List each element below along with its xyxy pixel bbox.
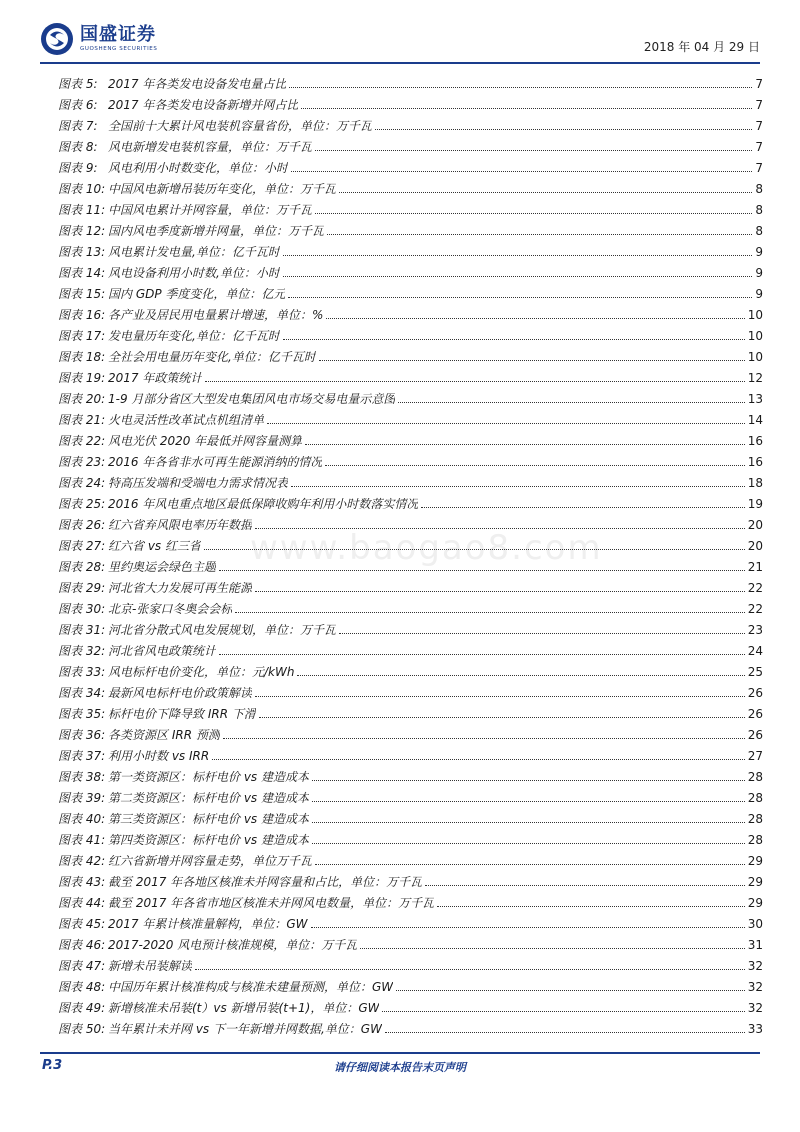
toc-entry-title: 新增未吊装解读 [108, 959, 193, 973]
toc-entry-label: 图表 26: [58, 518, 106, 532]
toc-entry[interactable] [58, 259, 763, 280]
toc-entry-page: 27 [747, 749, 763, 763]
toc-entry[interactable] [58, 91, 763, 112]
toc-leader-dots [398, 402, 744, 403]
toc-leader-dots [288, 297, 752, 298]
toc-entry[interactable] [58, 112, 763, 133]
toc-entry[interactable] [58, 553, 763, 574]
toc-entry[interactable] [58, 910, 763, 931]
toc-leader-dots [315, 864, 745, 865]
toc-entry-page: 21 [747, 560, 763, 574]
toc-entry-label: 图表 14: [58, 266, 106, 280]
toc-entry-label: 图表 22: [58, 434, 106, 448]
toc-entry-page: 26 [747, 686, 763, 700]
toc-leader-dots [297, 675, 744, 676]
toc-entry-title: 各类资源区 IRR 预测 [108, 728, 220, 742]
toc-entry-page: 23 [747, 623, 763, 637]
toc-leader-dots [259, 717, 745, 718]
toc-entry-page: 30 [747, 917, 763, 931]
toc-entry-title: 风电利用小时数变化，单位：小时 [108, 161, 289, 175]
watermark: www.baogao8.com [250, 528, 603, 568]
toc-leader-dots [421, 507, 744, 508]
toc-entry-title: 风电光伏 2020 年最低并网容量测算 [108, 434, 303, 448]
toc-entry[interactable] [58, 469, 763, 490]
toc-entry-title: 国内 GDP 季度变化，单位：亿元 [108, 287, 286, 301]
toc-entry[interactable] [58, 658, 763, 679]
toc-entry-label: 图表 5: [58, 77, 98, 91]
toc-entry-page: 25 [747, 665, 763, 679]
toc-entry-page: 8 [755, 203, 763, 217]
toc-entry-title: 中国风电新增吊装历年变化，单位：万千瓦 [108, 182, 337, 196]
toc-entry-page: 29 [747, 854, 763, 868]
toc-entry-page: 7 [755, 161, 763, 175]
toc-entry-label: 图表 32: [58, 644, 106, 658]
toc-entry-label: 图表 38: [58, 770, 106, 784]
toc-entry[interactable] [58, 448, 763, 469]
toc-entry-label: 图表 21: [58, 413, 106, 427]
toc-entry[interactable] [58, 322, 763, 343]
toc-entry-label: 图表 6: [58, 98, 98, 112]
toc-entry-label: 图表 24: [58, 476, 106, 490]
toc-entry-label: 图表 36: [58, 728, 106, 742]
toc-entry-title: 全社会用电量历年变化,单位：亿千瓦时 [108, 350, 316, 364]
toc-entry-page: 31 [747, 938, 763, 952]
toc-entry-title: 中国风电累计并网容量，单位：万千瓦 [108, 203, 313, 217]
toc-entry[interactable] [58, 595, 763, 616]
toc-entry-page: 7 [755, 119, 763, 133]
toc-entry-label: 图表 11: [58, 203, 106, 217]
toc-leader-dots [255, 591, 745, 592]
toc-entry-label: 图表 42: [58, 854, 106, 868]
toc-entry-title: 标杆电价下降导致 IRR 下滑 [108, 707, 256, 721]
toc-leader-dots [312, 801, 745, 802]
toc-entry-label: 图表 29: [58, 581, 106, 595]
toc-entry-label: 图表 50: [58, 1022, 106, 1036]
toc-entry-title: 第一类资源区：标杆电价 vs 建造成本 [108, 770, 309, 784]
toc-entry[interactable] [58, 994, 763, 1015]
toc-entry-title: 2017 年各类发电设备新增并网占比 [108, 98, 299, 112]
toc-entry-label: 图表 34: [58, 686, 106, 700]
toc-leader-dots [312, 843, 745, 844]
toc-entry[interactable] [58, 511, 763, 532]
toc-entry-title: 第二类资源区：标杆电价 vs 建造成本 [108, 791, 309, 805]
toc-entry[interactable] [58, 175, 763, 196]
toc-entry-title: 1-9 月部分省区大型发电集团风电市场交易电量示意图 [108, 392, 396, 406]
toc-entry[interactable] [58, 133, 763, 154]
toc-leader-dots [219, 570, 745, 571]
toc-entry-page: 8 [755, 224, 763, 238]
toc-entry[interactable] [58, 427, 763, 448]
toc-entry-title: 火电灵活性改革试点机组清单 [108, 413, 265, 427]
toc-entry-title: 河北省风电政策统计 [108, 644, 217, 658]
toc-entry-page: 18 [747, 476, 763, 490]
toc-entry-title: 第四类资源区：标杆电价 vs 建造成本 [108, 833, 309, 847]
guosheng-logo-icon [40, 22, 74, 56]
toc-leader-dots [311, 927, 745, 928]
toc-entry-page: 16 [747, 434, 763, 448]
toc-entry[interactable] [58, 826, 763, 847]
toc-entry-page: 22 [747, 602, 763, 616]
toc-entry-page: 7 [755, 98, 763, 112]
toc-leader-dots [385, 1032, 745, 1033]
toc-entry-title: 河北省分散式风电发展规划，单位：万千瓦 [108, 623, 337, 637]
toc-entry-label: 图表 30: [58, 602, 106, 616]
toc-entry[interactable] [58, 490, 763, 511]
toc-entry-label: 图表 31: [58, 623, 106, 637]
toc-entry-page: 19 [747, 497, 763, 511]
toc-entry-title: 河北省大力发展可再生能源 [108, 581, 253, 595]
toc-leader-dots [283, 339, 745, 340]
toc-leader-dots [255, 696, 745, 697]
toc-entry-label: 图表 20: [58, 392, 106, 406]
toc-entry-title: 特高压发端和受端电力需求情况表 [108, 476, 289, 490]
toc-entry-label: 图表 15: [58, 287, 106, 301]
toc-leader-dots [312, 822, 745, 823]
disclaimer-note: 请仔细阅读本报告末页声明 [334, 1061, 466, 1074]
toc-entry[interactable] [58, 700, 763, 721]
toc-entry[interactable] [58, 805, 763, 826]
toc-leader-dots [267, 423, 745, 424]
brand-name-cn: 国盛证券 [80, 24, 156, 45]
toc-leader-dots [325, 465, 744, 466]
toc-entry[interactable] [58, 952, 763, 973]
toc-leader-dots [425, 885, 745, 886]
toc-entry-label: 图表 44: [58, 896, 106, 910]
toc-entry-title: 北京-张家口冬奥会会标 [108, 602, 233, 616]
toc-entry[interactable] [58, 301, 763, 322]
toc-entry-page: 26 [747, 707, 763, 721]
toc-entry[interactable] [58, 154, 763, 175]
toc-entry-label: 图表 9: [58, 161, 98, 175]
toc-leader-dots [283, 276, 752, 277]
toc-leader-dots [312, 780, 745, 781]
toc-entry-page: 28 [747, 791, 763, 805]
toc-leader-dots [235, 612, 744, 613]
toc-entry-page: 28 [747, 833, 763, 847]
toc-entry-page: 9 [755, 287, 763, 301]
toc-entry-title: 2017-2020 风电预计核准规模，单位：万千瓦 [108, 938, 358, 952]
brand-logo [40, 22, 157, 56]
toc-entry-title: 当年累计未并网 vs 下一年新增并网数据,单位：GW [108, 1022, 382, 1036]
toc-entry-label: 图表 8: [58, 140, 98, 154]
toc-entry-label: 图表 12: [58, 224, 106, 238]
toc-entry[interactable] [58, 385, 763, 406]
toc-entry-label: 图表 33: [58, 665, 106, 679]
toc-entry[interactable] [58, 616, 763, 637]
toc-entry-page: 24 [747, 644, 763, 658]
toc-entry-label: 图表 16: [58, 308, 106, 322]
toc-entry-title: 各产业及居民用电量累计增速，单位：% [108, 308, 324, 322]
toc-entry-label: 图表 46: [58, 938, 106, 952]
figure-index [58, 70, 763, 1036]
toc-entry-title: 2017 年累计核准量解构，单位：GW [108, 917, 308, 931]
toc-entry-title: 2017 年政策统计 [108, 371, 203, 385]
toc-entry-title: 第三类资源区：标杆电价 vs 建造成本 [108, 812, 309, 826]
toc-entry-page: 29 [747, 896, 763, 910]
toc-entry-label: 图表 19: [58, 371, 106, 385]
toc-entry-page: 16 [747, 455, 763, 469]
toc-entry-label: 图表 17: [58, 329, 106, 343]
toc-entry-label: 图表 47: [58, 959, 106, 973]
toc-entry-label: 图表 39: [58, 791, 106, 805]
toc-entry-page: 9 [755, 245, 763, 259]
toc-entry[interactable] [58, 70, 763, 91]
toc-entry-title: 新增核准未吊装(t）vs 新增吊装(t+1)，单位：GW [108, 1001, 380, 1015]
toc-entry-title: 最新风电标杆电价政策解读 [108, 686, 253, 700]
header-divider [40, 62, 760, 64]
toc-entry-page: 13 [747, 392, 763, 406]
toc-entry-page: 29 [747, 875, 763, 889]
toc-entry-page: 26 [747, 728, 763, 742]
toc-leader-dots [212, 759, 745, 760]
toc-leader-dots [219, 654, 745, 655]
toc-entry-page: 28 [747, 770, 763, 784]
toc-entry-title: 发电量历年变化,单位：亿千瓦时 [108, 329, 280, 343]
toc-entry[interactable] [58, 721, 763, 742]
toc-leader-dots [291, 171, 752, 172]
toc-entry-label: 图表 25: [58, 497, 106, 511]
toc-entry-page: 20 [747, 518, 763, 532]
page-number: P.3 [42, 1058, 63, 1073]
toc-entry-title: 红六省新增并网容量走势，单位万千瓦 [108, 854, 313, 868]
toc-entry[interactable] [58, 406, 763, 427]
toc-entry-page: 10 [747, 308, 763, 322]
toc-entry-title: 2017 年各类发电设备发电量占比 [108, 77, 287, 91]
toc-entry-page: 22 [747, 581, 763, 595]
toc-entry-label: 图表 10: [58, 182, 106, 196]
toc-leader-dots [315, 150, 752, 151]
toc-leader-dots [301, 108, 752, 109]
toc-entry-label: 图表 13: [58, 245, 106, 259]
toc-entry[interactable] [58, 217, 763, 238]
toc-leader-dots [305, 444, 745, 445]
toc-entry-label: 图表 41: [58, 833, 106, 847]
toc-entry[interactable] [58, 637, 763, 658]
toc-entry-page: 8 [755, 182, 763, 196]
toc-entry-title: 全国前十大累计风电装机容量省份，单位：万千瓦 [108, 119, 373, 133]
toc-leader-dots [339, 192, 752, 193]
toc-entry-page: 12 [747, 371, 763, 385]
toc-entry-page: 7 [755, 77, 763, 91]
toc-entry[interactable] [58, 742, 763, 763]
toc-entry-page: 32 [747, 980, 763, 994]
toc-leader-dots [326, 318, 744, 319]
toc-entry-label: 图表 28: [58, 560, 106, 574]
toc-entry-title: 国内风电季度新增并网量，单位：万千瓦 [108, 224, 325, 238]
toc-entry-page: 10 [747, 329, 763, 343]
toc-entry-label: 图表 48: [58, 980, 106, 994]
toc-entry-page: 9 [755, 266, 763, 280]
report-date: 2018 年 04 月 29 日 [643, 40, 760, 54]
toc-entry-title: 2016 年风电重点地区最低保障收购年利用小时数落实情况 [108, 497, 419, 511]
toc-entry[interactable] [58, 973, 763, 994]
toc-entry-page: 14 [747, 413, 763, 427]
toc-entry[interactable] [58, 280, 763, 301]
toc-entry-page: 32 [747, 1001, 763, 1015]
toc-entry-label: 图表 35: [58, 707, 106, 721]
toc-entry-title: 截至 2017 年各地区核准未并网容量和占比，单位：万千瓦 [108, 875, 423, 889]
toc-leader-dots [205, 381, 744, 382]
toc-entry-label: 图表 40: [58, 812, 106, 826]
toc-entry-title: 风电新增发电装机容量，单位：万千瓦 [108, 140, 313, 154]
toc-entry-label: 图表 45: [58, 917, 106, 931]
toc-entry[interactable] [58, 574, 763, 595]
toc-entry-page: 28 [747, 812, 763, 826]
toc-entry-label: 图表 7: [58, 119, 98, 133]
toc-entry-title: 风电设备利用小时数,单位：小时 [108, 266, 280, 280]
toc-leader-dots [291, 486, 745, 487]
toc-leader-dots [223, 738, 745, 739]
toc-entry[interactable] [58, 679, 763, 700]
toc-entry-title: 风电标杆电价变化，单位：元/kWh [108, 665, 295, 679]
toc-entry-page: 7 [755, 140, 763, 154]
toc-leader-dots [339, 633, 745, 634]
toc-leader-dots [195, 969, 745, 970]
toc-leader-dots [437, 906, 745, 907]
toc-leader-dots [283, 255, 752, 256]
toc-entry-title: 截至 2017 年各省市地区核准未并网风电数量，单位：万千瓦 [108, 896, 435, 910]
brand-name-en: GUOSHENG SECURITIES [80, 46, 158, 52]
toc-entry-page: 10 [747, 350, 763, 364]
toc-entry-title: 2016 年各省非水可再生能源消纳的情况 [108, 455, 323, 469]
toc-entry[interactable] [58, 343, 763, 364]
toc-entry-title: 利用小时数 vs IRR [108, 749, 210, 763]
toc-leader-dots [255, 528, 745, 529]
toc-leader-dots [382, 1011, 744, 1012]
toc-entry[interactable] [58, 238, 763, 259]
toc-leader-dots [396, 990, 745, 991]
toc-entry[interactable] [58, 847, 763, 868]
toc-entry[interactable] [58, 532, 763, 553]
toc-entry-page: 20 [747, 539, 763, 553]
toc-leader-dots [360, 948, 744, 949]
toc-entry-page: 32 [747, 959, 763, 973]
toc-entry[interactable] [58, 868, 763, 889]
toc-entry-title: 里约奥运会绿色主题 [108, 560, 217, 574]
toc-entry-title: 中国历年累计核准构成与核准未建量预测，单位：GW [108, 980, 394, 994]
toc-entry-label: 图表 37: [58, 749, 106, 763]
toc-entry[interactable] [58, 889, 763, 910]
toc-entry[interactable] [58, 763, 763, 784]
toc-entry-label: 图表 43: [58, 875, 106, 889]
toc-entry[interactable] [58, 784, 763, 805]
toc-entry-label: 图表 23: [58, 455, 106, 469]
page-header [40, 22, 760, 62]
toc-entry-title: 红六省弃风限电率历年数据 [108, 518, 253, 532]
toc-leader-dots [375, 129, 752, 130]
toc-leader-dots [204, 549, 745, 550]
toc-entry-title: 风电累计发电量,单位：亿千瓦时 [108, 245, 280, 259]
toc-entry-page: 33 [747, 1022, 763, 1036]
toc-entry-title: 红六省 vs 红三省 [108, 539, 201, 553]
toc-leader-dots [327, 234, 752, 235]
footer-divider [40, 1052, 760, 1054]
toc-entry[interactable] [58, 364, 763, 385]
toc-leader-dots [289, 87, 752, 88]
toc-entry-label: 图表 27: [58, 539, 106, 553]
toc-entry-label: 图表 18: [58, 350, 106, 364]
toc-leader-dots [319, 360, 745, 361]
toc-entry-label: 图表 49: [58, 1001, 106, 1015]
toc-entry[interactable] [58, 931, 763, 952]
toc-entry[interactable] [58, 1015, 763, 1036]
toc-entry[interactable] [58, 196, 763, 217]
toc-leader-dots [315, 213, 752, 214]
